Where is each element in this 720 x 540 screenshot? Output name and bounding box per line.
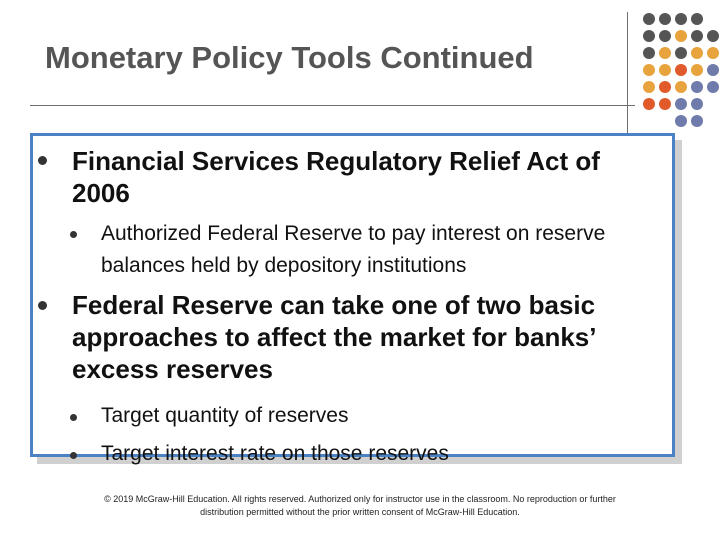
dot bbox=[707, 30, 719, 42]
bullet-text: Financial Services Regulatory Relief Act of 2006 bbox=[72, 146, 600, 208]
dot bbox=[659, 47, 671, 59]
dot bbox=[643, 64, 655, 76]
sub-bullet-dot bbox=[70, 414, 77, 421]
dot bbox=[675, 30, 687, 42]
dot bbox=[707, 81, 719, 93]
dot bbox=[675, 47, 687, 59]
dot bbox=[643, 30, 655, 42]
bullet-text: Federal Reserve can take one of two basic approaches to affect the market for banks’ excess reserves bbox=[72, 290, 596, 384]
dot bbox=[643, 47, 655, 59]
dot bbox=[707, 64, 719, 76]
slide-title: Monetary Policy Tools Continued bbox=[45, 40, 534, 75]
sub-bullet-dot bbox=[70, 452, 77, 459]
dot bbox=[691, 115, 703, 127]
dot bbox=[659, 13, 671, 25]
dot bbox=[691, 64, 703, 76]
vertical-divider bbox=[627, 12, 628, 134]
dot bbox=[691, 98, 703, 110]
sub-bullet-dot bbox=[70, 231, 77, 238]
bullet-dot bbox=[38, 301, 47, 310]
dot bbox=[659, 98, 671, 110]
dot bbox=[675, 98, 687, 110]
copyright-footer: © 2019 McGraw-Hill Education. All rights reserved. Authorized only for instructor use in the classroom. No reproduction or further distribution permitted without the prior written consent of McGraw-Hill Education. bbox=[104, 494, 616, 517]
dot bbox=[691, 13, 703, 25]
dot bbox=[691, 81, 703, 93]
dot bbox=[691, 47, 703, 59]
bullet-dot bbox=[38, 156, 47, 165]
dot bbox=[675, 64, 687, 76]
dot bbox=[675, 81, 687, 93]
title-underline bbox=[30, 105, 635, 106]
dot bbox=[643, 13, 655, 25]
dot bbox=[659, 30, 671, 42]
dot bbox=[691, 30, 703, 42]
sub-bullet-text: Authorized Federal Reserve to pay interest on reserve balances held by depository institutions bbox=[101, 222, 606, 277]
sub-bullet-text: Target interest rate on those reserves bbox=[101, 442, 449, 465]
dot bbox=[659, 64, 671, 76]
dot bbox=[659, 81, 671, 93]
dot bbox=[675, 13, 687, 25]
sub-bullet-text: Target quantity of reserves bbox=[101, 404, 349, 427]
dot bbox=[675, 115, 687, 127]
dot bbox=[643, 81, 655, 93]
dot bbox=[707, 47, 719, 59]
dot bbox=[643, 98, 655, 110]
